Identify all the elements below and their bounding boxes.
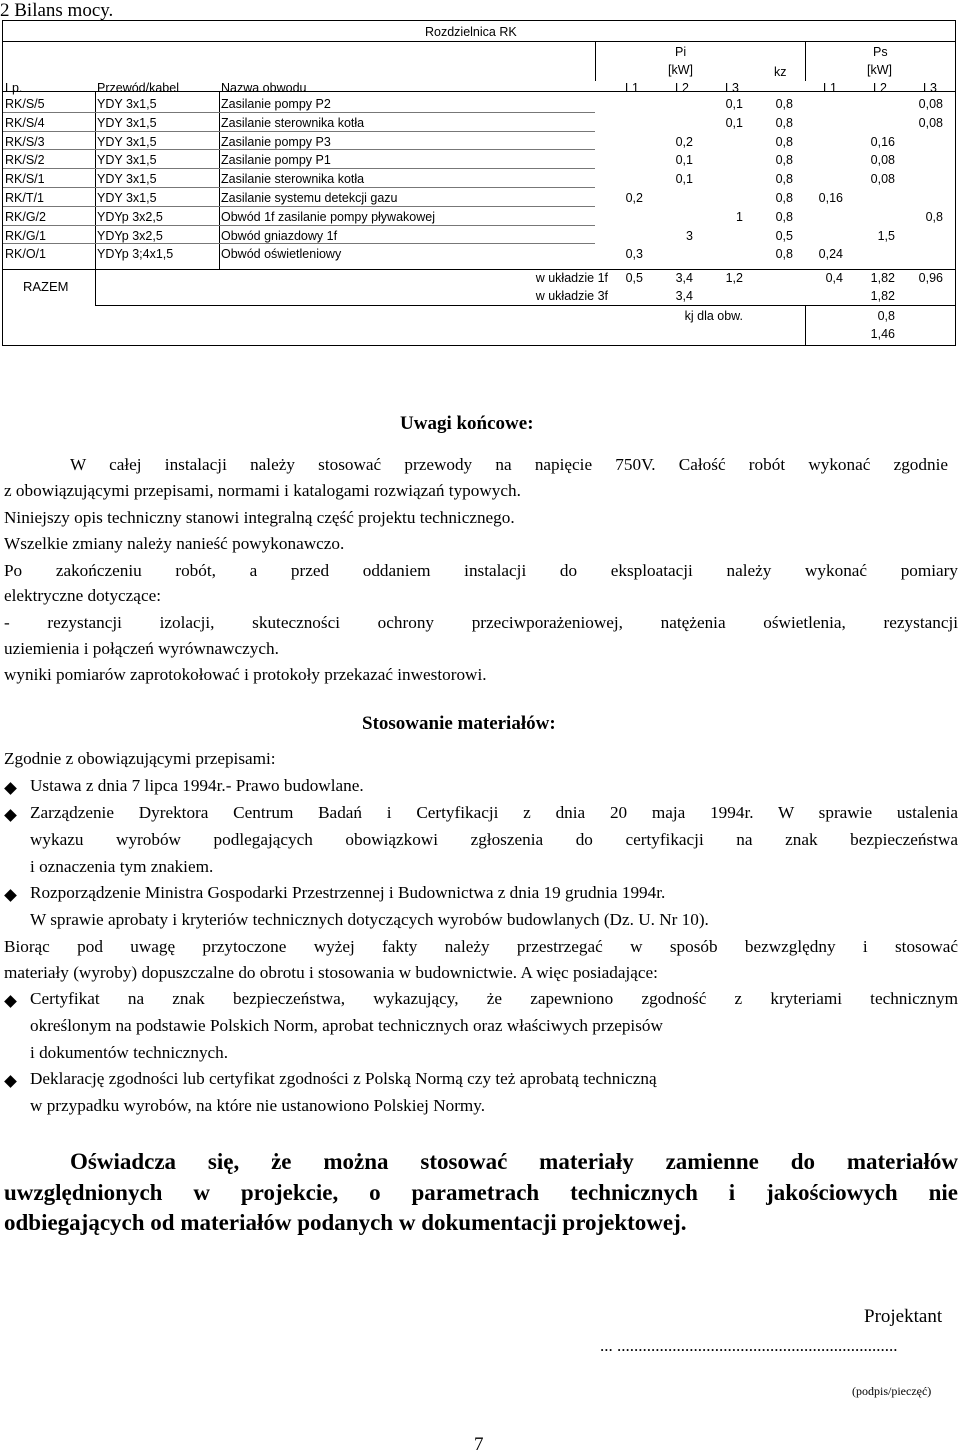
cell-ps-l3: 0,08 [918, 115, 943, 130]
cell-pi-l2: 0,2 [675, 134, 693, 149]
col-header-cable: Przewód/kabel [97, 81, 179, 95]
total-value: 1,46 [870, 327, 895, 341]
cell-ps-l2: 0,08 [870, 172, 895, 187]
cell-name: Obwód oświetleniowy [221, 247, 342, 262]
cell-kz: 0,8 [775, 209, 793, 224]
cell-cable: YDY 3x1,5 [97, 134, 157, 149]
cell-lp: RK/S/2 [5, 153, 45, 168]
cell-name: Obwód 1f zasilanie pompy pływakowej [221, 209, 435, 224]
bullet-2-line-2: wykazu wyrobów podlegających obowiązkowi zgłoszenia do certyfikacji na znak bezpieczeństwa [30, 830, 958, 849]
uklad-1f-pi-l3: 1,2 [725, 271, 743, 285]
cell-name: Zasilanie pompy P1 [221, 153, 331, 168]
cell-kz: 0,8 [775, 191, 793, 205]
cell-kz: 0,8 [775, 97, 793, 111]
cell-cable: YDYp 3x2,5 [97, 228, 163, 243]
cell-lp: RK/T/1 [5, 191, 44, 205]
cell-pi-l3: 1 [736, 209, 743, 224]
bullet-diamond-icon [4, 995, 17, 1008]
uklad-3f-ps-l2: 1,82 [870, 289, 895, 303]
razem-bottom-rule [95, 305, 955, 306]
row-separator [3, 149, 595, 150]
bullet-1: Ustawa z dnia 7 lipca 1994r.- Prawo budowlane. [30, 776, 364, 795]
cell-ps-l3: 0,8 [925, 209, 943, 224]
cell-name: Obwód gniazdowy 1f [221, 228, 338, 243]
cell-name: Zasilanie pompy P3 [221, 134, 331, 149]
uwagi-heading: Uwagi końcowe: [400, 413, 534, 434]
kj-value: 0,8 [877, 309, 895, 323]
cell-lp: RK/S/5 [5, 97, 45, 111]
cell-pi-l2: 0,1 [675, 153, 693, 168]
cell-lp: RK/O/1 [5, 247, 46, 262]
cell-ps-l2: 0,08 [870, 153, 895, 168]
razem-divider [95, 269, 96, 305]
kj-divider [805, 305, 806, 345]
row-separator [3, 131, 595, 132]
cell-cable: YDY 3x1,5 [97, 115, 157, 130]
col-header-lp: Lp. [5, 81, 23, 95]
table-title: Rozdzielnica RK [425, 25, 517, 39]
pi-left-rule [595, 41, 596, 81]
pi-label: Pi [675, 45, 687, 59]
cell-ps-l3: 0,08 [918, 97, 943, 111]
uklad-1f-label: w układzie 1f [535, 271, 608, 285]
cell-ps-l1: 0,24 [818, 247, 843, 262]
cell-cable: YDYp 3x2,5 [97, 209, 163, 224]
cell-ps-l2: 1,5 [877, 228, 895, 243]
uwagi-line-6: elektryczne dotyczące: [4, 586, 161, 605]
col-header-ps-l3: L3 [923, 81, 937, 95]
uklad-1f-pi-l2: 3,4 [675, 271, 693, 285]
uwagi-line-1: W całej instalacji należy stosować przewody na napięcie 750V. Całość robót wykonać zgodnie [70, 455, 948, 474]
cell-kz: 0,8 [775, 153, 793, 168]
uklad-1f-pi-l1: 0,5 [625, 271, 643, 285]
bullet-diamond-icon [4, 1075, 17, 1088]
uklad-1f-ps-l2: 1,82 [870, 271, 895, 285]
cell-kz: 0,8 [775, 172, 793, 187]
uklad-3f-pi-l2: 3,4 [675, 289, 693, 303]
uwagi-line-3: Niniejszy opis techniczny stanowi integralną część projektu technicznego. [4, 508, 515, 527]
bullet-2-line-3: i oznaczenia tym znakiem. [30, 857, 214, 876]
table-title-rule [3, 41, 955, 42]
cell-name: Zasilanie sterownika kotła [221, 172, 365, 187]
ps-left-rule [805, 41, 806, 81]
bullet-5-line-2: w przypadku wyrobów, na które nie ustanowiono Polskiej Normy. [30, 1096, 486, 1115]
table-body-rule [3, 269, 955, 270]
cell-cable: YDY 3x1,5 [97, 191, 157, 205]
cell-name: Zasilanie pompy P2 [221, 97, 331, 111]
signature-caption: (podpis/pieczęć) [852, 1384, 932, 1398]
row-separator [3, 168, 595, 169]
cell-pi-l1: 0,2 [625, 191, 643, 205]
uwagi-line-2: z obowiązującymi przepisami, normami i katalogami rozwiązań typowych. [4, 481, 521, 500]
uwagi-line-4: Wszelkie zmiany należy nanieść powykonawczo. [4, 534, 345, 553]
power-balance-table [2, 20, 956, 346]
cell-pi-l3: 0,1 [725, 97, 743, 111]
col-divider-lp [95, 91, 96, 269]
bullet-4-line-2: określonym na podstawie Polskich Norm, aprobat technicznych oraz właściwych przepisów [30, 1016, 663, 1035]
row-separator [3, 206, 595, 207]
cell-lp: RK/S/3 [5, 134, 45, 149]
col-header-pi-l2: L2 [675, 81, 689, 95]
row-separator [3, 243, 595, 244]
materialy-intro: Zgodnie z obowiązującymi przepisami: [4, 749, 276, 768]
cell-kz: 0,8 [775, 247, 793, 262]
uklad-1f-ps-l1: 0,4 [825, 271, 843, 285]
bullet-diamond-icon [4, 782, 17, 795]
cell-pi-l3: 0,1 [725, 115, 743, 130]
signature-line: ... .................................................................. [600, 1336, 898, 1355]
kj-label: kj dla obw. [684, 309, 743, 323]
cell-ps-l2: 0,16 [870, 134, 895, 149]
col-header-ps-l1: L1 [823, 81, 837, 95]
cell-cable: YDY 3x1,5 [97, 172, 157, 187]
col-header-pi-l3: L3 [725, 81, 739, 95]
bullet-4-line-3: i dokumentów technicznych. [30, 1043, 229, 1062]
uwagi-line-5: Po zakończeniu robót, a przed oddaniem instalacji do eksploatacji należy wykonać pomiary [4, 561, 958, 580]
bullet-diamond-icon [4, 809, 17, 822]
cell-lp: RK/S/4 [5, 115, 45, 130]
ps-unit: [kW] [867, 63, 892, 77]
declaration-line-1: Oświadcza się, że można stosować materiały zamienne do materiałów [70, 1149, 958, 1174]
bullet-2-line-1: Zarządzenie Dyrektora Centrum Badań i Certyfikacji z dnia 20 maja 1994r. W sprawie ustalenia [30, 803, 958, 822]
cell-lp: RK/G/2 [5, 209, 46, 224]
uwagi-line-9: wyniki pomiarów zaprotokołować i protokoły przekazać inwestorowi. [4, 665, 487, 684]
cell-pi-l1: 0,3 [625, 247, 643, 262]
uklad-3f-label: w układzie 3f [535, 289, 608, 303]
signature-label: Projektant [864, 1306, 943, 1327]
uwagi-line-8: uziemienia i połączeń wyrównawczych. [4, 639, 279, 658]
ps-label: Ps [873, 45, 888, 59]
bullet-5-line-1: Deklarację zgodności lub certyfikat zgodności z Polską Normą czy też aprobatą techniczną [30, 1069, 657, 1088]
cell-pi-l2: 3 [686, 228, 693, 243]
col-divider-cable [219, 91, 220, 269]
declaration-line-3: odbiegających od materiałów podanych w dokumentacji projektowej. [4, 1210, 687, 1235]
cell-kz: 0,5 [775, 228, 793, 243]
cell-lp: RK/G/1 [5, 228, 46, 243]
cell-pi-l2: 0,1 [675, 172, 693, 187]
declaration-line-2: uwzględnionych w projekcie, o parametrach technicznych i jakościowych nie [4, 1180, 958, 1205]
materialy-para-line-2: materiały (wyroby) dopuszczalne do obrotu i stosowania w budownictwie. A więc posiadające: [4, 963, 658, 982]
cell-name: Zasilanie sterownika kotła [221, 115, 365, 130]
section-heading: 2 Bilans mocy. [0, 0, 114, 21]
bullet-3-line-1: Rozporządzenie Ministra Gospodarki Przestrzennej i Budownictwa z dnia 19 grudnia 1994r. [30, 883, 666, 902]
cell-name: Zasilanie systemu detekcji gazu [221, 191, 398, 205]
cell-kz: 0,8 [775, 134, 793, 149]
page-number: 7 [474, 1434, 484, 1455]
cell-cable: YDY 3x1,5 [97, 97, 157, 111]
materialy-para-line-1: Biorąc pod uwagę przytoczone wyżej fakty należy przestrzegać w sposób bezwzględny i stosować [4, 937, 958, 956]
bullet-4-line-1: Certyfikat na znak bezpieczeństwa, wykazujący, że zapewniono zgodność z kryteriami technicznym [30, 989, 958, 1008]
bullet-3-line-2: W sprawie aprobaty i kryteriów technicznych dotyczących wyrobów budowlanych (Dz. U. Nr 10). [30, 910, 709, 929]
bullet-diamond-icon [4, 889, 17, 902]
cell-ps-l1: 0,16 [818, 191, 843, 205]
col-header-ps-l2: L2 [873, 81, 887, 95]
cell-cable: YDY 3x1,5 [97, 153, 157, 168]
col-header-name: Nazwa obwodu [221, 81, 307, 95]
uklad-1f-ps-l3: 0,96 [918, 271, 943, 285]
materialy-heading: Stosowanie materiałów: [362, 713, 556, 734]
cell-cable: YDYp 3;4x1,5 [97, 247, 174, 262]
pi-unit: [kW] [668, 63, 693, 77]
uwagi-line-7: - rezystancji izolacji, skuteczności ochrony przeciwporażeniowej, natężenia oświetlenia, rezystancji [4, 613, 958, 632]
kz-label: kz [774, 65, 787, 79]
row-separator [3, 112, 595, 113]
row-separator [3, 187, 595, 188]
razem-label: RAZEM [23, 279, 69, 294]
cell-lp: RK/S/1 [5, 172, 45, 187]
col-header-pi-l1: L1 [625, 81, 639, 95]
cell-kz: 0,8 [775, 115, 793, 130]
row-separator [3, 225, 595, 226]
